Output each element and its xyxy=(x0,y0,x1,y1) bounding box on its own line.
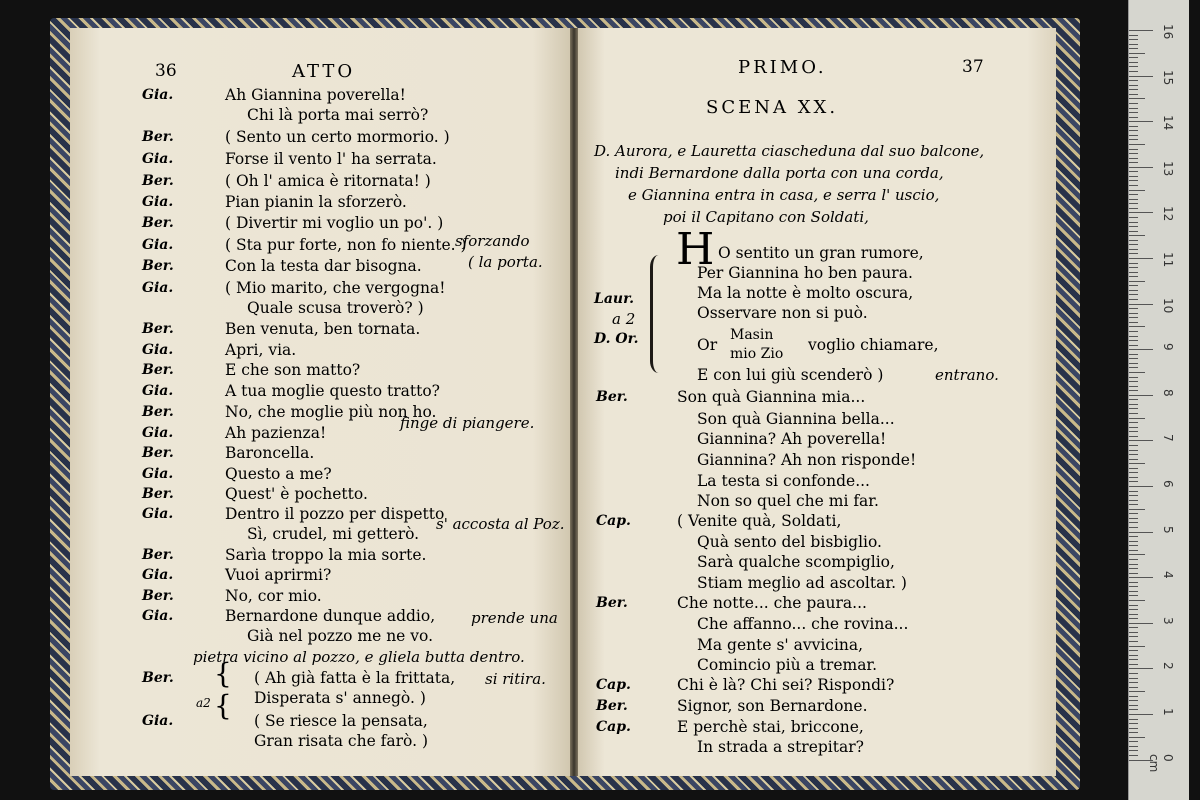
brace-glyph: { xyxy=(214,689,232,722)
ruler-major-tick xyxy=(1129,212,1153,213)
ruler-number: 5 xyxy=(1161,525,1175,534)
ruler-minor-tick xyxy=(1129,226,1138,227)
ruler-minor-tick xyxy=(1129,299,1138,300)
ruler-minor-tick xyxy=(1129,564,1138,565)
ruler-minor-tick xyxy=(1129,308,1138,309)
ruler-minor-tick xyxy=(1129,390,1138,391)
ruler-minor-tick xyxy=(1129,450,1138,451)
stage-direction: a2 xyxy=(196,696,211,710)
verse-line: Ah pazienza! xyxy=(225,424,327,442)
ruler-minor-tick xyxy=(1129,413,1138,414)
scene-description-line: e Giannina entra in casa, e serra l' uscio, xyxy=(628,186,940,204)
ruler-minor-tick xyxy=(1129,126,1138,127)
ruler-minor-tick xyxy=(1129,272,1138,273)
ruler-minor-tick xyxy=(1129,336,1138,337)
ruler-major-tick xyxy=(1129,668,1153,669)
left-page-number: 36 xyxy=(155,61,177,81)
ruler-minor-tick xyxy=(1129,404,1138,405)
ruler-minor-tick xyxy=(1129,541,1138,542)
verse-line: Non so quel che mi far. xyxy=(697,492,879,510)
verse-line: Giannina? Ah non risponde! xyxy=(697,451,917,469)
ruler-minor-tick xyxy=(1129,345,1138,346)
ruler-minor-tick xyxy=(1129,112,1138,113)
verse-line: Chi là porta mai serrò? xyxy=(247,106,429,124)
verse-line: A tua moglie questo tratto? xyxy=(225,382,440,400)
verse-line: In strada a strepitar? xyxy=(697,738,864,756)
verse-line: Quale scusa troverò? ) xyxy=(247,299,424,317)
ruler-minor-tick xyxy=(1129,600,1145,601)
ruler-minor-tick xyxy=(1129,85,1138,86)
ruler-minor-tick xyxy=(1129,477,1138,478)
speaker-label: Gia. xyxy=(142,506,174,522)
verse-line: No, cor mio. xyxy=(225,587,322,605)
ruler-major-tick xyxy=(1129,623,1153,624)
ruler-minor-tick xyxy=(1129,422,1138,423)
ruler-minor-tick xyxy=(1129,354,1138,355)
ruler-minor-tick xyxy=(1129,367,1138,368)
stage-direction: finge di piangere. xyxy=(400,414,535,432)
verse-line: Sì, crudel, mi getterò. xyxy=(247,525,420,543)
ruler-minor-tick xyxy=(1129,185,1138,186)
ruler-minor-tick xyxy=(1129,700,1138,701)
ruler-number: 11 xyxy=(1161,252,1175,268)
verse-line: Che notte... che paura... xyxy=(677,594,867,612)
ruler-minor-tick xyxy=(1129,719,1138,720)
verse-line: Baroncella. xyxy=(225,444,315,462)
scene-description-line: D. Aurora, e Lauretta ciascheduna dal suo balcone, xyxy=(594,142,985,160)
ruler-major-tick xyxy=(1129,76,1153,77)
speaker-label: Cap. xyxy=(596,719,631,735)
ruler-minor-tick xyxy=(1129,377,1138,378)
ruler-minor-tick xyxy=(1129,527,1138,528)
ruler-minor-tick xyxy=(1129,705,1138,706)
speaker-label: Ber. xyxy=(142,670,174,686)
verse-line: Apri, via. xyxy=(225,341,297,359)
ruler-minor-tick xyxy=(1129,636,1138,637)
ruler-minor-tick xyxy=(1129,322,1138,323)
ruler-number: 16 xyxy=(1161,24,1175,40)
verse-line: ( Venite quà, Soldati, xyxy=(677,512,842,530)
ruler-minor-tick xyxy=(1129,509,1145,510)
stage-direction: s' accosta al Poz. xyxy=(436,515,565,533)
ruler-minor-tick xyxy=(1129,518,1138,519)
ruler-minor-tick xyxy=(1129,491,1138,492)
verse-line: Ben venuta, ben tornata. xyxy=(225,320,421,338)
ruler-minor-tick xyxy=(1129,504,1138,505)
drop-cap: H xyxy=(676,224,715,275)
ruler-minor-tick xyxy=(1129,500,1138,501)
ruler-minor-tick xyxy=(1129,317,1138,318)
ruler-minor-tick xyxy=(1129,732,1138,733)
ruler-minor-tick xyxy=(1129,591,1138,592)
verse-line: Comincio più a tremar. xyxy=(697,656,878,674)
verse-line: Son quà Giannina bella... xyxy=(697,410,895,428)
verse-line: ( Oh l' amica è ritornata! ) xyxy=(225,172,431,190)
verse-line: ( Mio marito, che vergogna! xyxy=(225,279,446,297)
duet-alt-bottom: mio Zio xyxy=(730,346,784,362)
ruler-major-tick xyxy=(1129,349,1153,350)
speaker-label: Gia. xyxy=(142,713,174,729)
duet-or: Or xyxy=(697,336,718,354)
ruler-minor-tick xyxy=(1129,39,1138,40)
ruler-minor-tick xyxy=(1129,554,1145,555)
verse-line: ( Sento un certo mormorio. ) xyxy=(225,128,450,146)
ruler-minor-tick xyxy=(1129,190,1145,191)
ruler-minor-tick xyxy=(1129,103,1138,104)
verse-line: Questo a me? xyxy=(225,465,332,483)
ruler-minor-tick xyxy=(1129,605,1138,606)
verse-line: Forse il vento l' ha serrata. xyxy=(225,150,437,168)
ruler-number: 1 xyxy=(1161,708,1175,716)
ruler-minor-tick xyxy=(1129,664,1138,665)
speaker-label: Gia. xyxy=(142,466,174,482)
duet-line: Osservare non si può. xyxy=(697,304,868,322)
ruler-minor-tick xyxy=(1129,244,1138,245)
left-running-head: ATTO xyxy=(292,61,356,82)
ruler-minor-tick xyxy=(1129,144,1145,145)
speaker-label: Laur. xyxy=(594,291,635,307)
ruler-minor-tick xyxy=(1129,263,1138,264)
ruler-minor-tick xyxy=(1129,194,1138,195)
ruler-minor-tick xyxy=(1129,723,1138,724)
speaker-label: Gia. xyxy=(142,151,174,167)
ruler-minor-tick xyxy=(1129,568,1138,569)
ruler-minor-tick xyxy=(1129,641,1138,642)
ruler-minor-tick xyxy=(1129,117,1138,118)
verse-line: Bernardone dunque addio, xyxy=(225,607,436,625)
ruler-minor-tick xyxy=(1129,436,1138,437)
verse-line: La testa si confonde... xyxy=(697,472,870,490)
ruler-minor-tick xyxy=(1129,468,1138,469)
ruler-number: 15 xyxy=(1161,69,1175,85)
ruler-major-tick xyxy=(1129,30,1153,31)
ruler-minor-tick xyxy=(1129,687,1138,688)
ruler-minor-tick xyxy=(1129,728,1138,729)
duet-exit-direction: entrano. xyxy=(935,366,999,384)
ruler-minor-tick xyxy=(1129,696,1138,697)
verse-line: E perchè stai, briccone, xyxy=(677,718,864,736)
ruler-major-tick xyxy=(1129,714,1153,715)
verse-line: ( Sta pur forte, non fo niente. ) xyxy=(225,236,467,254)
verse-line: Quà sento del bisbiglio. xyxy=(697,533,882,551)
ruler-minor-tick xyxy=(1129,44,1138,45)
speaker-label: Gia. xyxy=(142,237,174,253)
ruler-minor-tick xyxy=(1129,89,1138,90)
ruler-minor-tick xyxy=(1129,294,1138,295)
ruler-minor-tick xyxy=(1129,627,1138,628)
stage-direction: pietra vicino al pozzo, e gliela butta dentro. xyxy=(193,648,525,666)
ruler-minor-tick xyxy=(1129,646,1145,647)
ruler-minor-tick xyxy=(1129,340,1138,341)
ruler-minor-tick xyxy=(1129,135,1138,136)
ruler-minor-tick xyxy=(1129,418,1145,419)
verse-line: Ah Giannina poverella! xyxy=(225,86,406,104)
ruler-minor-tick xyxy=(1129,755,1138,756)
verse-line: Che affanno... che rovina... xyxy=(697,615,909,633)
ruler-minor-tick xyxy=(1129,267,1138,268)
speaker-label: Gia. xyxy=(142,567,174,583)
ruler-minor-tick xyxy=(1129,386,1138,387)
ruler-minor-tick xyxy=(1129,586,1138,587)
ruler-number: 8 xyxy=(1161,388,1175,397)
ruler-minor-tick xyxy=(1129,472,1138,473)
duet-alt-top: Masin xyxy=(730,327,774,343)
ruler-major-tick xyxy=(1129,395,1153,396)
verse-line: Giannina? Ah poverella! xyxy=(697,430,887,448)
ruler-minor-tick xyxy=(1129,372,1145,373)
ruler-number: 0 cm xyxy=(1147,753,1175,772)
speaker-label: Cap. xyxy=(596,513,631,529)
ruler-minor-tick xyxy=(1129,149,1138,150)
ruler-minor-tick xyxy=(1129,176,1138,177)
ruler-number: 4 xyxy=(1161,571,1175,579)
ruler-minor-tick xyxy=(1129,253,1138,254)
ruler-minor-tick xyxy=(1129,276,1138,277)
speaker-label: Gia. xyxy=(142,87,174,103)
ruler-number: 7 xyxy=(1161,434,1175,443)
ruler-minor-tick xyxy=(1129,281,1145,282)
ruler-minor-tick xyxy=(1129,313,1138,314)
ruler-minor-tick xyxy=(1129,240,1138,241)
ruler-minor-tick xyxy=(1129,57,1138,58)
stage-direction: sforzando xyxy=(455,232,530,250)
ruler-minor-tick xyxy=(1129,682,1138,683)
right-running-head: PRIMO. xyxy=(738,57,827,78)
speaker-label: Ber. xyxy=(142,445,174,461)
ruler-minor-tick xyxy=(1129,231,1138,232)
verse-line: Ma gente s' avvicina, xyxy=(697,636,864,654)
ruler-minor-tick xyxy=(1129,522,1138,523)
ruler-number: 13 xyxy=(1161,160,1175,177)
ruler-minor-tick xyxy=(1129,513,1138,514)
duet-line: Per Giannina ho ben paura. xyxy=(697,264,913,282)
ruler-minor-tick xyxy=(1129,158,1138,159)
ruler-minor-tick xyxy=(1129,650,1138,651)
ruler-minor-tick xyxy=(1129,481,1138,482)
ruler-minor-tick xyxy=(1129,53,1145,54)
ruler-minor-tick xyxy=(1129,595,1138,596)
ruler-minor-tick xyxy=(1129,62,1138,63)
ruler-minor-tick xyxy=(1129,632,1138,633)
ruler-minor-tick xyxy=(1129,222,1138,223)
ruler-minor-tick xyxy=(1129,618,1138,619)
speaker-label: Ber. xyxy=(142,173,174,189)
ruler-minor-tick xyxy=(1129,408,1138,409)
ruler-minor-tick xyxy=(1129,536,1138,537)
verse-line: E che son matto? xyxy=(225,361,361,379)
ruler-minor-tick xyxy=(1129,358,1138,359)
verse-line: Vuoi aprirmi? xyxy=(225,566,332,584)
ruler-minor-tick xyxy=(1129,98,1145,99)
ruler-minor-tick xyxy=(1129,35,1138,36)
speaker-label: Ber. xyxy=(142,258,174,274)
speaker-label: Gia. xyxy=(142,342,174,358)
ruler-minor-tick xyxy=(1129,399,1138,400)
ruler-minor-tick xyxy=(1129,249,1138,250)
stage-direction: ( la porta. xyxy=(468,253,543,271)
verse-line: Gran risata che farò. ) xyxy=(254,732,429,750)
ruler-minor-tick xyxy=(1129,559,1138,560)
ruler-number: 10 xyxy=(1161,297,1175,313)
ruler-minor-tick xyxy=(1129,71,1138,72)
duet-brace xyxy=(650,255,667,373)
scene-title: SCENA XX. xyxy=(706,97,839,118)
duet-line: O sentito un gran rumore, xyxy=(718,244,924,262)
verse-line: Già nel pozzo me ne vo. xyxy=(247,627,434,645)
speaker-label: Gia. xyxy=(142,608,174,624)
verse-line: ( Se riesce la pensata, xyxy=(254,712,428,730)
ruler-number: 14 xyxy=(1161,115,1175,131)
ruler-minor-tick xyxy=(1129,659,1138,660)
verse-line: Signor, son Bernardone. xyxy=(677,697,868,715)
speaker-label: Ber. xyxy=(142,486,174,502)
ruler-major-tick xyxy=(1129,167,1153,168)
duet-line: voglio chiamare, xyxy=(808,336,939,354)
ruler-major-tick xyxy=(1129,121,1153,122)
ruler-minor-tick xyxy=(1129,545,1138,546)
speaker-label: Ber. xyxy=(142,321,174,337)
ruler-number: 12 xyxy=(1161,206,1175,222)
ruler-minor-tick xyxy=(1129,153,1138,154)
ruler-minor-tick xyxy=(1129,217,1138,218)
speaker-label: D. Or. xyxy=(594,331,639,347)
speaker-label: Ber. xyxy=(142,129,174,145)
ruler-minor-tick xyxy=(1129,199,1138,200)
speaker-label: Ber. xyxy=(596,389,628,405)
ruler-minor-tick xyxy=(1129,454,1138,455)
duet-line: Ma la notte è molto oscura, xyxy=(697,284,914,302)
verse-line: Dentro il pozzo per dispetto xyxy=(225,505,445,523)
ruler-minor-tick xyxy=(1129,130,1138,131)
speaker-label: Gia. xyxy=(142,280,174,296)
ruler-minor-tick xyxy=(1129,171,1138,172)
verse-line: Pian pianin la sforzerò. xyxy=(225,193,407,211)
ruler-minor-tick xyxy=(1129,139,1138,140)
verse-line: Sarà qualche scompiglio, xyxy=(697,553,895,571)
ruler-minor-tick xyxy=(1129,741,1138,742)
ruler-major-tick xyxy=(1129,304,1153,305)
ruler-minor-tick xyxy=(1129,108,1138,109)
verse-line: Con la testa dar bisogna. xyxy=(225,257,422,275)
ruler-minor-tick xyxy=(1129,709,1138,710)
ruler-minor-tick xyxy=(1129,691,1145,692)
verse-line: ( Divertir mi voglio un po'. ) xyxy=(225,214,444,232)
ruler-minor-tick xyxy=(1129,614,1138,615)
speaker-label: Ber. xyxy=(596,698,628,714)
speaker-label: Ber. xyxy=(142,588,174,604)
verse-line: Chi è là? Chi sei? Rispondi? xyxy=(677,676,895,694)
ruler-minor-tick xyxy=(1129,463,1145,464)
verse-line: Sarìa troppo la mia sorte. xyxy=(225,546,427,564)
verse-line: Quest' è pochetto. xyxy=(225,485,368,503)
ruler-minor-tick xyxy=(1129,573,1138,574)
stage-direction: prende una xyxy=(471,609,558,627)
ruler-minor-tick xyxy=(1129,445,1138,446)
ruler-minor-tick xyxy=(1129,180,1138,181)
verse-line: ( Ah già fatta è la frittata, xyxy=(254,669,456,687)
scene-description-line: indi Bernardone dalla porta con una corda, xyxy=(615,164,944,182)
ruler-minor-tick xyxy=(1129,550,1138,551)
speaker-label: Ber. xyxy=(596,595,628,611)
ruler-major-tick xyxy=(1129,577,1153,578)
ruler-minor-tick xyxy=(1129,750,1138,751)
ruler-minor-tick xyxy=(1129,326,1145,327)
ruler-number: 3 xyxy=(1161,616,1175,625)
ruler-minor-tick xyxy=(1129,609,1138,610)
verse-line: No, che moglie più non ho. xyxy=(225,403,437,421)
speaker-label: Gia. xyxy=(142,194,174,210)
right-page-number: 37 xyxy=(962,57,984,77)
speaker-label: Gia. xyxy=(142,383,174,399)
ruler-major-tick xyxy=(1129,532,1153,533)
speaker-label: Ber. xyxy=(142,215,174,231)
speaker-label: Ber. xyxy=(142,404,174,420)
ruler-minor-tick xyxy=(1129,363,1138,364)
ruler-minor-tick xyxy=(1129,655,1138,656)
duet-marker: a 2 xyxy=(612,310,636,328)
ruler-minor-tick xyxy=(1129,459,1138,460)
ruler-minor-tick xyxy=(1129,235,1145,236)
ruler-minor-tick xyxy=(1129,94,1138,95)
ruler-minor-tick xyxy=(1129,746,1138,747)
speaker-label: Gia. xyxy=(142,425,174,441)
measurement-ruler xyxy=(1128,0,1189,800)
verse-line: Son quà Giannina mia... xyxy=(677,388,866,406)
ruler-major-tick xyxy=(1129,440,1153,441)
ruler-minor-tick xyxy=(1129,495,1138,496)
ruler-minor-tick xyxy=(1129,290,1138,291)
speaker-label: Ber. xyxy=(142,362,174,378)
ruler-minor-tick xyxy=(1129,427,1138,428)
ruler-minor-tick xyxy=(1129,66,1138,67)
stage-direction: si ritira. xyxy=(485,670,546,688)
verse-line: Disperata s' annegò. ) xyxy=(254,689,426,707)
ruler-minor-tick xyxy=(1129,331,1138,332)
ruler-minor-tick xyxy=(1129,162,1138,163)
ruler-number: 2 xyxy=(1161,662,1175,671)
ruler-minor-tick xyxy=(1129,285,1138,286)
ruler-minor-tick xyxy=(1129,48,1138,49)
ruler-minor-tick xyxy=(1129,208,1138,209)
duet-line: E con lui giù scenderò ) xyxy=(697,366,884,384)
ruler-minor-tick xyxy=(1129,673,1138,674)
speaker-label: Cap. xyxy=(596,677,631,693)
ruler-minor-tick xyxy=(1129,203,1138,204)
ruler-minor-tick xyxy=(1129,582,1138,583)
brace-glyph: { xyxy=(214,657,232,690)
verse-line: Stiam meglio ad ascoltar. ) xyxy=(697,574,907,592)
speaker-label: Ber. xyxy=(142,547,174,563)
ruler-minor-tick xyxy=(1129,431,1138,432)
ruler-number: 9 xyxy=(1161,343,1175,351)
ruler-major-tick xyxy=(1129,258,1153,259)
ruler-major-tick xyxy=(1129,486,1153,487)
ruler-number: 6 xyxy=(1161,480,1175,488)
ruler-minor-tick xyxy=(1129,80,1138,81)
ruler-minor-tick xyxy=(1129,737,1145,738)
ruler-minor-tick xyxy=(1129,381,1138,382)
ruler-minor-tick xyxy=(1129,678,1138,679)
scene-description-line: poi il Capitano con Soldati, xyxy=(663,208,869,226)
book-gutter xyxy=(570,28,578,776)
